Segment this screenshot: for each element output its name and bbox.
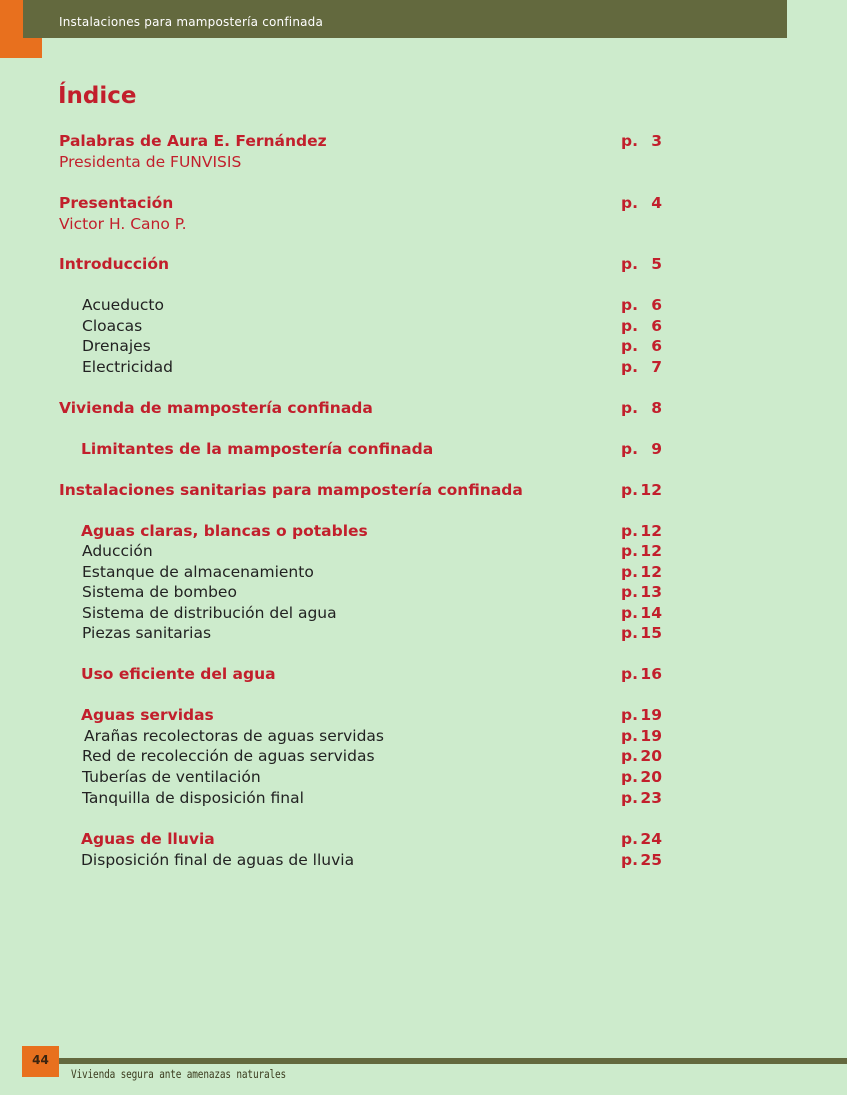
toc-entry-label: Arañas recolectoras de aguas servidas bbox=[84, 727, 385, 745]
toc-entry bbox=[0, 254, 847, 274]
page-prefix: p. bbox=[621, 851, 638, 869]
toc-entry-label: Tuberías de ventilación bbox=[82, 768, 261, 786]
toc-entry bbox=[0, 562, 847, 582]
page-prefix: p. bbox=[621, 624, 638, 642]
toc-entry bbox=[0, 705, 847, 725]
page-prefix: p. bbox=[621, 604, 638, 622]
toc-entry bbox=[0, 623, 847, 643]
page-number-value: 6 bbox=[651, 317, 662, 335]
footer-bar bbox=[23, 1058, 847, 1064]
page-number-value: 12 bbox=[640, 481, 662, 499]
page-prefix: p. bbox=[621, 727, 638, 745]
page-prefix: p. bbox=[621, 665, 638, 683]
toc-entry bbox=[0, 521, 847, 541]
toc-entry-label: Aguas claras, blancas o potables bbox=[81, 522, 368, 540]
header-orange-accent bbox=[0, 38, 42, 58]
toc-entry-label: Tanquilla de disposición final bbox=[82, 789, 304, 807]
page-number-value: 12 bbox=[640, 522, 662, 540]
page-number-value: 14 bbox=[640, 604, 662, 622]
running-header-title: Instalaciones para mampostería confinada bbox=[59, 15, 324, 29]
toc-entry bbox=[0, 746, 847, 766]
toc-entry bbox=[0, 398, 847, 418]
page-number-value: 23 bbox=[640, 789, 662, 807]
page-prefix: p. bbox=[621, 583, 638, 601]
page-prefix: p. bbox=[621, 830, 638, 848]
toc-entry-label: Palabras de Aura E. Fernández bbox=[59, 132, 327, 150]
toc-entry bbox=[0, 767, 847, 787]
toc-entry-label: Aducción bbox=[82, 542, 153, 560]
page-number-value: 6 bbox=[651, 337, 662, 355]
toc-entry-label: Vivienda de mampostería confinada bbox=[59, 399, 373, 417]
page-number-value: 20 bbox=[640, 747, 662, 765]
toc-entry bbox=[0, 193, 847, 213]
toc-entry bbox=[0, 336, 847, 356]
page-prefix: p. bbox=[621, 747, 638, 765]
page-prefix: p. bbox=[621, 440, 638, 458]
page-number-value: 16 bbox=[640, 665, 662, 683]
header-orange-tab bbox=[0, 0, 23, 38]
toc-entry-label: Presidenta de FUNVISIS bbox=[59, 153, 242, 171]
toc-entry-label: Disposición final de aguas de lluvia bbox=[81, 851, 355, 869]
page-number-value: 13 bbox=[640, 583, 662, 601]
page-prefix: p. bbox=[621, 481, 638, 499]
page-prefix: p. bbox=[621, 337, 638, 355]
page-prefix: p. bbox=[621, 194, 638, 212]
toc-entry-label: Acueducto bbox=[82, 296, 164, 314]
page-prefix: p. bbox=[621, 358, 638, 376]
page-number: 44 bbox=[22, 1046, 59, 1077]
toc-entry-label: Electricidad bbox=[82, 358, 173, 376]
page-number-value: 24 bbox=[640, 830, 662, 848]
page-prefix: p. bbox=[621, 706, 638, 724]
page-number-value: 19 bbox=[640, 706, 662, 724]
toc-entry bbox=[0, 726, 847, 746]
page-number-value: 5 bbox=[651, 255, 662, 273]
toc-entry-label: Piezas sanitarias bbox=[82, 624, 212, 642]
toc-entry bbox=[0, 357, 847, 377]
toc-entry bbox=[0, 850, 847, 870]
page-number-value: 4 bbox=[651, 194, 662, 212]
page-number-value: 19 bbox=[640, 727, 662, 745]
toc-entry-label: Cloacas bbox=[82, 317, 143, 335]
toc-entry bbox=[0, 316, 847, 336]
toc-entry bbox=[0, 480, 847, 500]
page-number-value: 12 bbox=[640, 542, 662, 560]
toc-entry-label: Limitantes de la mampostería confinada bbox=[81, 440, 434, 458]
toc-entry bbox=[0, 131, 847, 151]
page-number-value: 25 bbox=[640, 851, 662, 869]
page-number-value: 15 bbox=[640, 624, 662, 642]
page-number-value: 7 bbox=[651, 358, 662, 376]
toc-entry bbox=[0, 214, 847, 234]
page-prefix: p. bbox=[621, 317, 638, 335]
toc-entry-label: Sistema de bombeo bbox=[82, 583, 237, 601]
page-prefix: p. bbox=[621, 768, 638, 786]
toc-entry-label: Drenajes bbox=[82, 337, 151, 355]
toc-entry bbox=[0, 541, 847, 561]
toc-entry bbox=[0, 788, 847, 808]
page-prefix: p. bbox=[621, 132, 638, 150]
page-prefix: p. bbox=[621, 296, 638, 314]
toc-entry bbox=[0, 582, 847, 602]
page-number-value: 20 bbox=[640, 768, 662, 786]
toc-entry-label: Instalaciones sanitarias para mampostería confinada bbox=[59, 481, 523, 499]
page-prefix: p. bbox=[621, 522, 638, 540]
page-number-value: 12 bbox=[640, 563, 662, 581]
toc-entry bbox=[0, 664, 847, 684]
toc-entry bbox=[0, 295, 847, 315]
page-number-value: 3 bbox=[651, 132, 662, 150]
toc-entry-label: Presentación bbox=[59, 194, 174, 212]
toc-entry-label: Introducción bbox=[59, 255, 170, 273]
toc-entry-label: Victor H. Cano P. bbox=[59, 215, 187, 233]
page-prefix: p. bbox=[621, 563, 638, 581]
page-number-value: 8 bbox=[651, 399, 662, 417]
page-number-value: 6 bbox=[651, 296, 662, 314]
page-prefix: p. bbox=[621, 789, 638, 807]
page-number-value: 9 bbox=[651, 440, 662, 458]
page-prefix: p. bbox=[621, 542, 638, 560]
toc-entry-label: Red de recolección de aguas servidas bbox=[82, 747, 375, 765]
toc-entry-label: Uso eficiente del agua bbox=[81, 665, 276, 683]
index-title: Índice bbox=[58, 83, 137, 109]
toc-entry-label: Estanque de almacenamiento bbox=[82, 563, 314, 581]
toc-entry bbox=[0, 152, 847, 172]
toc-entry bbox=[0, 439, 847, 459]
footer-book-title: Vivienda segura ante amenazas naturales bbox=[71, 1067, 287, 1081]
page-prefix: p. bbox=[621, 255, 638, 273]
toc-entry bbox=[0, 603, 847, 623]
toc-entry-label: Sistema de distribución del agua bbox=[82, 604, 337, 622]
toc-entry-label: Aguas servidas bbox=[81, 706, 214, 724]
page-prefix: p. bbox=[621, 399, 638, 417]
toc-entry-label: Aguas de lluvia bbox=[81, 830, 215, 848]
toc-entry bbox=[0, 829, 847, 849]
